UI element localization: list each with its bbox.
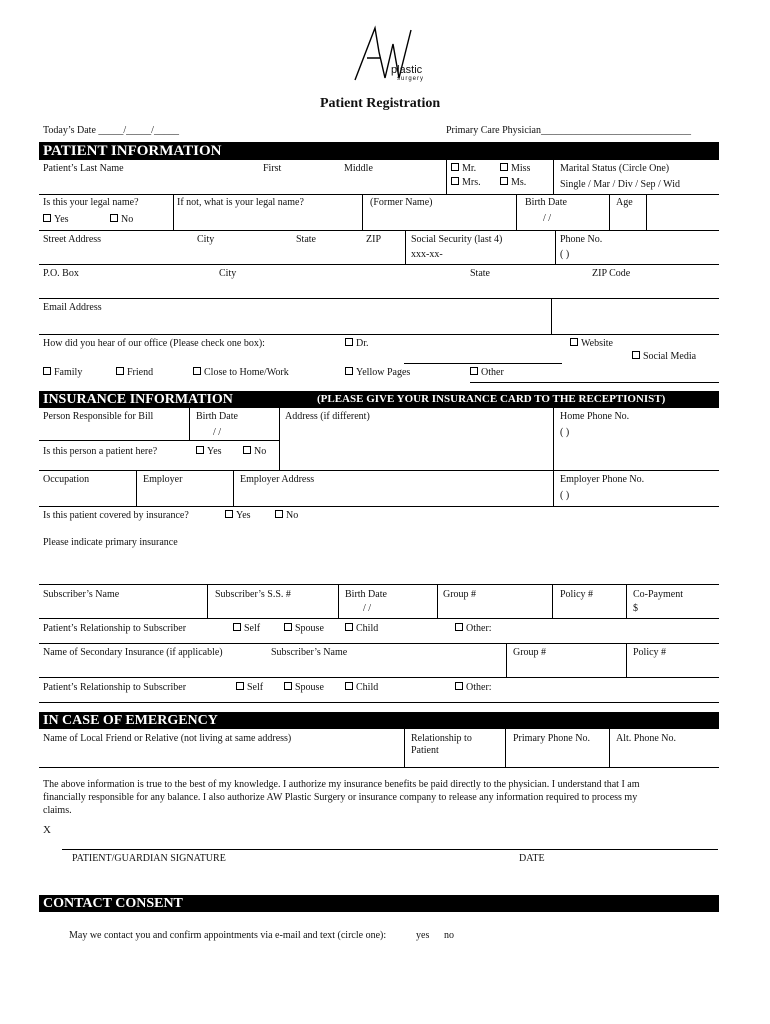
emergency-primary-phone-label: Primary Phone No. <box>513 733 590 744</box>
resp-birth-label: Birth Date <box>196 411 238 422</box>
referral-website[interactable]: Website <box>570 338 613 349</box>
referral-friend[interactable]: Friend <box>116 367 153 378</box>
referral-family[interactable]: Family <box>43 367 82 378</box>
primary-insurance-label: Please indicate primary insurance <box>43 537 178 548</box>
logo-sub: surgery <box>397 76 425 82</box>
employer-address-label: Employer Address <box>240 474 315 485</box>
rel2-self[interactable]: Self <box>236 682 263 693</box>
birth-date-label: Birth Date <box>525 197 567 208</box>
referral-social-media[interactable]: Social Media <box>632 351 696 362</box>
legal-name-no[interactable]: No <box>110 214 133 225</box>
title-miss[interactable]: Miss <box>500 163 530 174</box>
state-label: State <box>296 234 316 245</box>
marital-status-options[interactable]: Single / Mar / Div / Sep / Wid <box>560 179 680 190</box>
insurance-info-header: INSURANCE INFORMATION (PLEASE GIVE YOUR INSURANCE CARD TO THE RECEPTIONIST) <box>39 391 719 408</box>
referral-other[interactable]: Other <box>470 367 504 378</box>
authorization-line-3: claims. <box>43 805 72 816</box>
marital-status-label: Marital Status (Circle One) <box>560 163 670 174</box>
secondary-policy-label: Policy # <box>633 647 667 658</box>
patient-here-question: Is this person a patient here? <box>43 446 158 457</box>
date-label: DATE <box>519 853 545 864</box>
rel1-other[interactable]: Other: <box>455 623 492 634</box>
title-mrs[interactable]: Mrs. <box>451 177 481 188</box>
authorization-line-2: financially responsible for any balance. I also authorize AW Plastic Surgery or insurance company to release any information required to process my <box>43 792 638 803</box>
secondary-insurance-label: Name of Secondary Insurance (if applicable) <box>43 647 223 658</box>
responsible-label: Person Responsible for Bill <box>43 411 154 422</box>
policy-label: Policy # <box>560 589 594 600</box>
phone-format: ( ) <box>560 249 570 260</box>
rel2-spouse[interactable]: Spouse <box>284 682 324 693</box>
group-label: Group # <box>443 589 477 600</box>
email-label: Email Address <box>43 302 102 313</box>
ssn-format: xxx-xx- <box>411 249 443 260</box>
relationship-label-1: Patient’s Relationship to Subscriber <box>43 623 187 634</box>
referral-yellow-pages[interactable]: Yellow Pages <box>345 367 410 378</box>
po-city-label: City <box>219 268 237 279</box>
copay-label: Co-Payment <box>633 589 683 600</box>
emergency-alt-phone-label: Alt. Phone No. <box>616 733 676 744</box>
title-ms[interactable]: Ms. <box>500 177 526 188</box>
page-title: Patient Registration <box>320 96 441 111</box>
todays-date: Today’s Date _____/_____/_____ <box>43 125 179 136</box>
signature-label: PATIENT/GUARDIAN SIGNATURE <box>72 853 226 864</box>
emergency-relationship-label: Relationship to <box>411 733 472 744</box>
emergency-name-label: Name of Local Friend or Relative (not living at same address) <box>43 733 292 744</box>
referral-dr[interactable]: Dr. <box>345 338 369 349</box>
rel1-spouse[interactable]: Spouse <box>284 623 324 634</box>
street-address-label: Street Address <box>43 234 102 245</box>
zip-label: ZIP <box>366 234 381 245</box>
referral-question: How did you hear of our office (Please check one box): <box>43 338 265 349</box>
po-state-label: State <box>470 268 490 279</box>
title-mr[interactable]: Mr. <box>451 163 476 174</box>
age-label: Age <box>616 197 633 208</box>
referral-close[interactable]: Close to Home/Work <box>193 367 289 378</box>
former-name-label: (Former Name) <box>370 197 433 208</box>
legal-name-label: If not, what is your legal name? <box>177 197 304 208</box>
consent-no[interactable]: no <box>444 930 454 941</box>
last-name-label: Patient’s Last Name <box>43 163 124 174</box>
rel2-child[interactable]: Child <box>345 682 378 693</box>
subscriber-name-label: Subscriber’s Name <box>43 589 120 600</box>
covered-yes[interactable]: Yes <box>225 510 251 521</box>
resp-address-label: Address (if different) <box>285 411 370 422</box>
legal-name-question: Is this your legal name? <box>43 197 139 208</box>
consent-yes[interactable]: yes <box>416 930 430 941</box>
employer-phone-format: ( ) <box>560 490 570 501</box>
employer-phone-label: Employer Phone No. <box>560 474 645 485</box>
signature-line[interactable] <box>62 849 718 850</box>
covered-question: Is this patient covered by insurance? <box>43 510 189 521</box>
rel1-child[interactable]: Child <box>345 623 378 634</box>
emergency-header: IN CASE OF EMERGENCY <box>39 712 719 729</box>
home-phone-format: ( ) <box>560 427 570 438</box>
emergency-relationship-patient: Patient <box>411 745 439 756</box>
phone-label: Phone No. <box>560 234 603 245</box>
city-label: City <box>197 234 215 245</box>
legal-name-yes[interactable]: Yes <box>43 214 69 225</box>
authorization-line-1: The above information is true to the best of my knowledge. I authorize my insurance benefits be paid directly to the physician. I understand that I am <box>43 779 640 790</box>
primary-care-physician: Primary Care Physician______________________________ <box>446 125 691 136</box>
covered-no[interactable]: No <box>275 510 298 521</box>
rel1-self[interactable]: Self <box>233 623 260 634</box>
secondary-subscriber-label: Subscriber’s Name <box>271 647 348 658</box>
contact-consent-header: CONTACT CONSENT <box>39 895 719 912</box>
patient-here-no[interactable]: No <box>243 446 266 457</box>
middle-name-label: Middle <box>344 163 373 174</box>
patient-here-yes[interactable]: Yes <box>196 446 222 457</box>
ssn-label: Social Security (last 4) <box>411 234 503 245</box>
subscriber-birth-slashes: / / <box>363 603 372 614</box>
relationship-label-2: Patient’s Relationship to Subscriber <box>43 682 187 693</box>
subscriber-birth-label: Birth Date <box>345 589 387 600</box>
first-name-label: First <box>263 163 282 174</box>
logo-word: plastic <box>391 64 423 76</box>
resp-birth-slashes: / / <box>213 427 222 438</box>
copay-dollar: $ <box>633 603 638 614</box>
rel2-other[interactable]: Other: <box>455 682 492 693</box>
po-zip-label: ZIP Code <box>592 268 631 279</box>
home-phone-label: Home Phone No. <box>560 411 630 422</box>
employer-label: Employer <box>143 474 183 485</box>
logo <box>345 22 435 86</box>
po-box-label: P.O. Box <box>43 268 79 279</box>
consent-question: May we contact you and confirm appointments via e-mail and text (circle one): <box>69 930 387 941</box>
birth-date-slashes: / / <box>543 213 552 224</box>
signature-x: X <box>43 824 51 836</box>
patient-info-header: PATIENT INFORMATION <box>39 142 719 160</box>
subscriber-ss-label: Subscriber’s S.S. # <box>215 589 291 600</box>
occupation-label: Occupation <box>43 474 90 485</box>
secondary-group-label: Group # <box>513 647 547 658</box>
